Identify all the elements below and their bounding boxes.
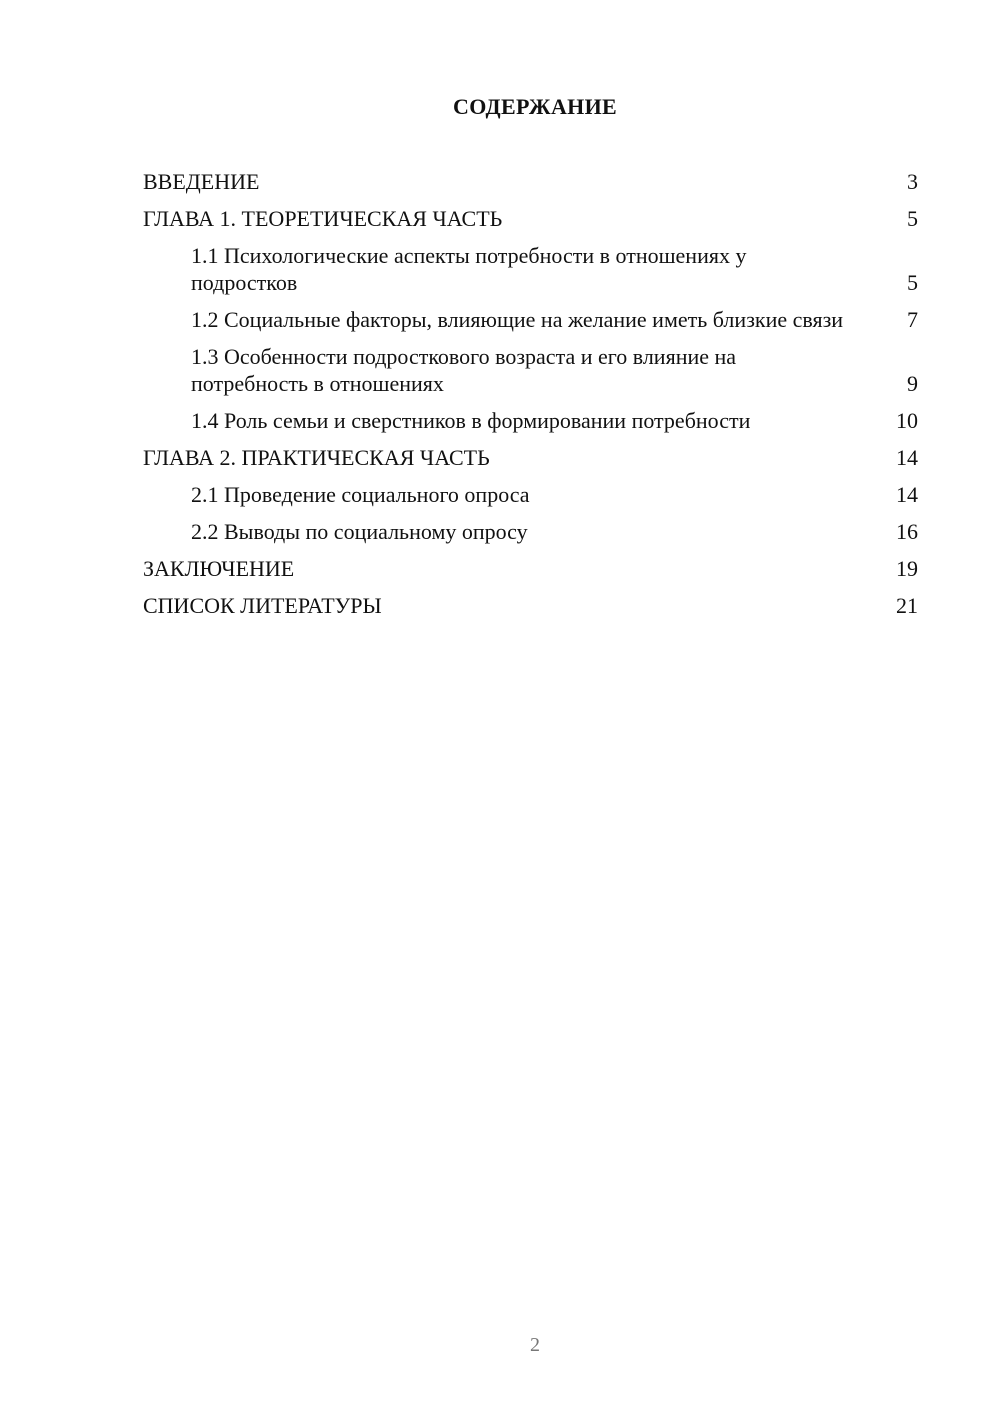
toc-entry-conclusion[interactable] xyxy=(143,555,918,582)
toc-entry-label: 1.2 Социальные факторы, влияющие на желание иметь близкие связи xyxy=(191,307,844,332)
toc-entry-page: 14 xyxy=(896,445,918,470)
toc-entry-page: 5 xyxy=(907,270,918,295)
toc-entry-page: 9 xyxy=(907,371,918,396)
page-number: 2 xyxy=(530,1334,540,1356)
toc-entry-label: 1.1 Психологические аспекты потребности в отношениях у подростков xyxy=(191,243,747,295)
toc-entry-section-1-2[interactable] xyxy=(143,306,918,333)
table-of-contents xyxy=(143,168,918,629)
toc-entry-chapter-1[interactable] xyxy=(143,205,918,232)
toc-entry-label: 1.4 Роль семьи и сверстников в формировании потребности xyxy=(191,408,751,433)
toc-entry-section-1-1[interactable] xyxy=(143,242,918,296)
toc-entry-page: 7 xyxy=(907,307,918,332)
toc-entry-label: ГЛАВА 2. ПРАКТИЧЕСКАЯ ЧАСТЬ xyxy=(143,445,490,470)
toc-entry-page: 21 xyxy=(896,593,918,618)
toc-entry-label: СПИСОК ЛИТЕРАТУРЫ xyxy=(143,593,382,618)
toc-entry-section-1-3[interactable] xyxy=(143,343,918,397)
toc-entry-page: 3 xyxy=(907,169,918,194)
toc-entry-section-2-2[interactable] xyxy=(143,518,918,545)
toc-entry-label: ВВЕДЕНИЕ xyxy=(143,169,260,194)
toc-entry-bibliography[interactable] xyxy=(143,592,918,619)
toc-entry-page: 16 xyxy=(896,519,918,544)
toc-entry-section-2-1[interactable] xyxy=(143,481,918,508)
toc-entry-chapter-2[interactable] xyxy=(143,444,918,471)
toc-entry-label: ЗАКЛЮЧЕНИЕ xyxy=(143,556,295,581)
toc-entry-page: 14 xyxy=(896,482,918,507)
toc-entry-label: 1.3 Особенности подросткового возраста и его влияние на потребность в отношениях xyxy=(191,344,737,396)
toc-entry-label: 2.1 Проведение социального опроса xyxy=(191,482,530,507)
toc-entry-page: 5 xyxy=(907,206,918,231)
toc-entry-page: 10 xyxy=(896,408,918,433)
toc-entry-label: 2.2 Выводы по социальному опросу xyxy=(191,519,528,544)
toc-entry-page: 19 xyxy=(896,556,918,581)
toc-entry-introduction[interactable] xyxy=(143,168,918,195)
toc-entry-label: ГЛАВА 1. ТЕОРЕТИЧЕСКАЯ ЧАСТЬ xyxy=(143,206,503,231)
toc-title: СОДЕРЖАНИЕ xyxy=(453,94,617,119)
toc-entry-section-1-4[interactable] xyxy=(143,407,918,434)
